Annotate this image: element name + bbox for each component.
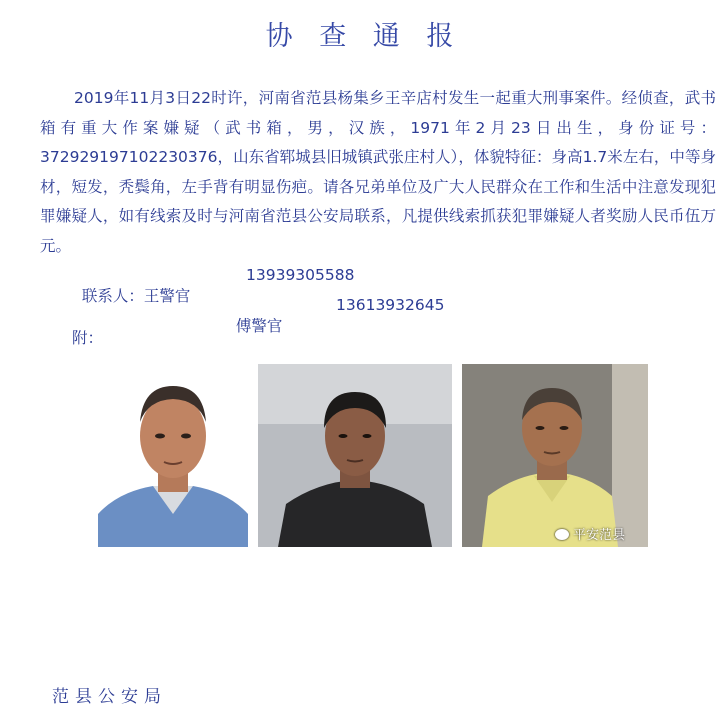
contact-fu	[226, 296, 445, 354]
notice-title: 协 查 通 报	[265, 21, 463, 52]
contact-phone: 13613932645	[336, 296, 445, 314]
contact-wang	[72, 266, 355, 324]
contact-label: 联系人：王警官	[81, 287, 191, 305]
suspect-photo-surveillance-2	[462, 364, 648, 547]
attachment-label: 附：	[72, 329, 104, 347]
issuer-footer: 范县公安局	[52, 687, 167, 707]
suspect-portrait-2	[258, 364, 452, 547]
wechat-icon	[555, 529, 569, 540]
watermark-text: 平安范县	[573, 528, 626, 543]
suspect-portrait-1	[98, 364, 248, 547]
suspect-photo-id	[98, 364, 248, 547]
suspect-portrait-3	[462, 364, 648, 547]
suspect-photo-surveillance-1	[258, 364, 452, 547]
notice-body: 2019年11月3日22时许，河南省范县杨集乡王辛店村发生一起重大刑事案件。经侦查，武书箱有重大作案嫌疑（武书箱，男，汉族，1971年2月23日出生，身份证号：372929197102230376，山东省郓城县旧城镇武张庄村人），体貌特征：身高1.7米左右，中等身材，短发，秃鬓角，左手背有明显伤疤。请各兄弟单位及广大人民群众在工作和生活中注意发现犯罪嫌疑人，如有线索及时与河南省范县公安局联系，凡提供线索抓获犯罪嫌疑人者奖励人民币伍万元。	[40, 89, 716, 255]
contact-phone: 13939305588	[246, 266, 355, 284]
contact-label: 傅警官	[235, 317, 283, 335]
watermark	[555, 524, 625, 543]
